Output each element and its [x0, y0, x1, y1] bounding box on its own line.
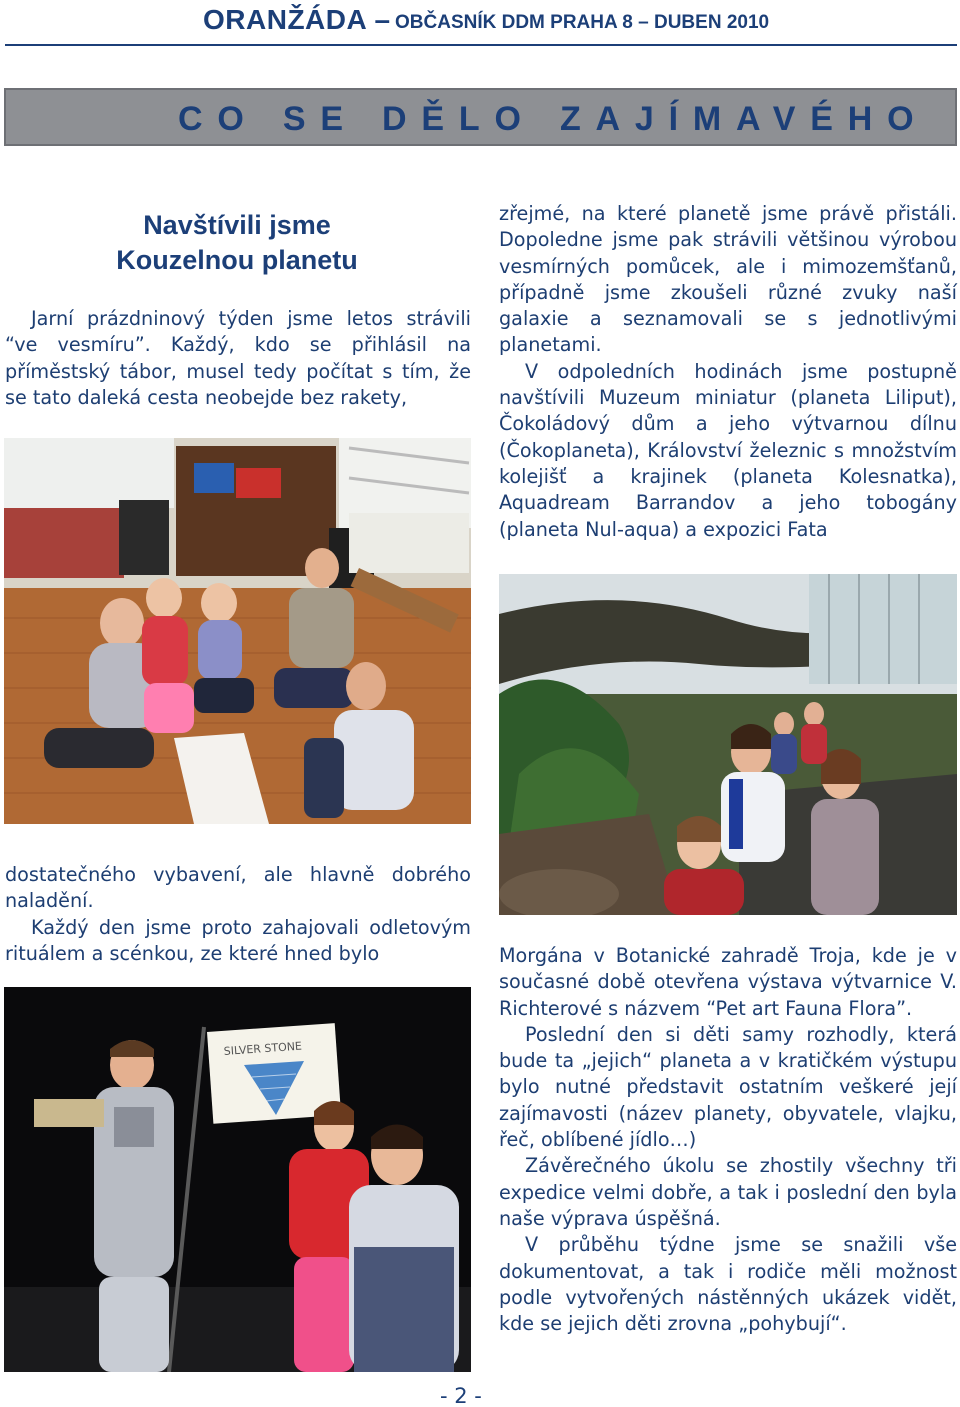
newsletter-title: ORANŽÁDA –	[203, 4, 391, 35]
photo-children-on-floor	[4, 438, 471, 824]
newsletter-header	[0, 0, 960, 44]
photo-botanical-garden	[499, 574, 957, 915]
text-block-right-top	[499, 201, 957, 543]
paragraph: zřejmé, na které planetě jsme právě přistáli. Dopoledne jsme pak strávili většinou výrobou vesmírných pomůcek, ale i mimozemšťanů, případně jsme zkoušeli různé zvuky naší galaxie a seznamovali se s jednotlivými planetami.	[499, 202, 957, 357]
photo-silver-stone-flag	[4, 987, 471, 1372]
paragraph: Závěrečného úkolu se zhostily všechny tři expedice velmi dobře, a tak i poslední den byla naše výprava úspěšná.	[499, 1154, 957, 1230]
text-block-right-bottom	[499, 943, 957, 1337]
header-divider	[5, 44, 957, 46]
flag-text: SILVER STONE	[223, 1039, 303, 1058]
text-block-left-middle	[5, 862, 471, 967]
page-number: - 2 -	[440, 1384, 482, 1407]
paragraph: dostatečného vybavení, ale hlavně dobrého naladění.	[5, 863, 471, 913]
article-title-line2: Kouzelnou planetu	[116, 245, 358, 275]
section-banner	[4, 88, 957, 146]
paragraph: V odpoledních hodinách jsme postupně navštívili Muzeum miniatur (planeta Liliput), Čokoládový dům a jeho výtvarnou dílnu (Čokoplaneta), Království železnic s množstvím kolejišť a krajinek (planeta Kolesnatka), Aquadream Barrandov a jeho tobogány (planeta Nul-aqua) a expozici Fata	[499, 359, 957, 541]
paragraph: Morgána v Botanické zahradě Troja, kde je v současné době otevřena výstava výtvarnice V. Richterové s názvem “Pet art Fauna Flora”.	[499, 944, 957, 1020]
paragraph: V průběhu týdne jsme se snažili vše dokumentovat, a tak i rodiče měli možnost podle vytvořených nástěnných ukázek vidět, kde se jejich děti zrovna „pohybují“.	[499, 1233, 957, 1336]
text-block-left-top	[5, 306, 471, 411]
newsletter-subtitle: OBČASNÍK DDM PRAHA 8 – DUBEN 2010	[395, 12, 770, 33]
article-title	[60, 208, 414, 278]
section-banner-text: CO SE DĚLO ZAJÍMAVÉHO	[178, 100, 929, 138]
paragraph: Poslední den si děti samy rozhodly, která bude ta „jejich“ planeta a v kratičkém výstupu bylo nutné představit ostatním veškeré její zajímavosti (název planety, obyvatele, vlajku, řeč, oblíbené jídlo…)	[499, 1022, 957, 1152]
article-title-line1: Navštívili jsme	[143, 210, 331, 240]
paragraph: Jarní prázdninový týden jsme letos strávili “ve vesmíru”. Každý, kdo se přihlásil na příměstský tábor, musel tedy počítat s tím, že se tato daleká cesta neobejde bez rakety,	[5, 307, 471, 409]
paragraph: Každý den jsme proto zahajovali odletovým rituálem a scénkou, ze které hned bylo	[5, 915, 471, 965]
